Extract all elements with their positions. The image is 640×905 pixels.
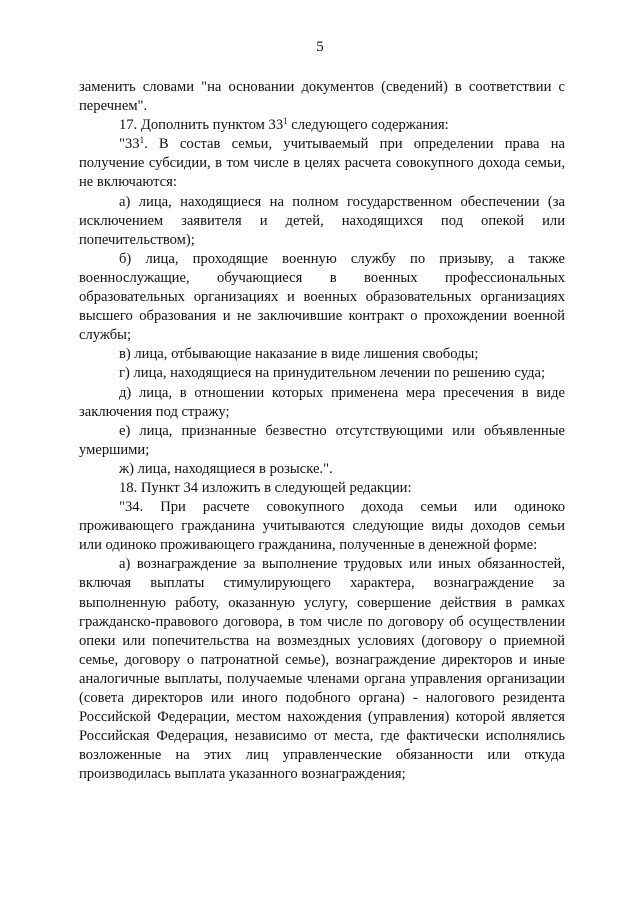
subparagraph-e: е) лица, признанные безвестно отсутствующими или объявленные умершими; bbox=[79, 422, 565, 458]
paragraph-continuation: заменить словами "на основании документов (сведений) в соответствии с перечнем". bbox=[79, 79, 565, 115]
paragraph-item-18: 18. Пункт 34 изложить в следующей редакции: bbox=[119, 479, 412, 496]
subparagraph-d: д) лица, в отношении которых применена мера пресечения в виде заключения под стражу; bbox=[79, 384, 565, 420]
paragraph-text: следующего содержания: bbox=[287, 117, 449, 134]
page-number: 5 bbox=[316, 39, 324, 55]
paragraph-text: . В состав семьи, учитываемый при определении права на получение субсидии, в том числе в целях расчета совокупного дохода семьи, не включаются: bbox=[79, 136, 565, 191]
paragraph-item-34: "34. При расчете совокупного дохода семьи или одиноко проживающего гражданина учитываются следующие виды доходов семьи или одиноко проживающего гражданина, полученные в денежной форме: bbox=[79, 499, 565, 554]
subparagraph-v: в) лица, отбывающие наказание в виде лишения свободы; bbox=[119, 346, 479, 363]
paragraph-text: 17. Дополнить пунктом 33 bbox=[119, 117, 284, 134]
paragraph-item-33-1 bbox=[79, 135, 565, 192]
paragraph-item-17 bbox=[79, 116, 565, 135]
subparagraph-a-income: а) вознаграждение за выполнение трудовых или иных обязанностей, включая выплаты стимулирующего характера, вознаграждение за выполненную работу, оказанную услугу, совершение действия в рамках гражданско-правового договора, в том числе по договору об осуществлении опеки или попечительства на возмездных условиях (договору о приемной семье, договору о патронатной семье), вознаграждение директоров и иные аналогичные выплаты, получаемые членами органа управления организации (совета директоров или иного подобного органа) - налогового резидента Российской Федерации, местом нахождения (управления) которой является Российская Федерация, независимо от места, где фактически исполнялись возложенные на этих лиц управленческие обязанности или откуда производилась выплата указанного вознаграждения; bbox=[79, 556, 565, 783]
subparagraph-b: б) лица, проходящие военную службу по призыву, а также военнослужащие, обучающиеся в военных профессиональных образовательных организациях и военных образовательных организациях высшего образования и не заключившие контракт о прохождении военной службы; bbox=[79, 250, 565, 344]
subparagraph-g: г) лица, находящиеся на принудительном лечении по решению суда; bbox=[119, 365, 546, 382]
document-body bbox=[79, 78, 565, 784]
paragraph-text: "33 bbox=[119, 136, 140, 153]
subparagraph-zh: ж) лица, находящиеся в розыске.". bbox=[119, 460, 333, 477]
superscript-marker: 1 bbox=[139, 135, 145, 146]
superscript-marker: 1 bbox=[283, 116, 288, 127]
subparagraph-a: а) лица, находящиеся на полном государственном обеспечении (за исключением заявителя и детей, находящихся под опекой или попечительством); bbox=[79, 193, 565, 248]
